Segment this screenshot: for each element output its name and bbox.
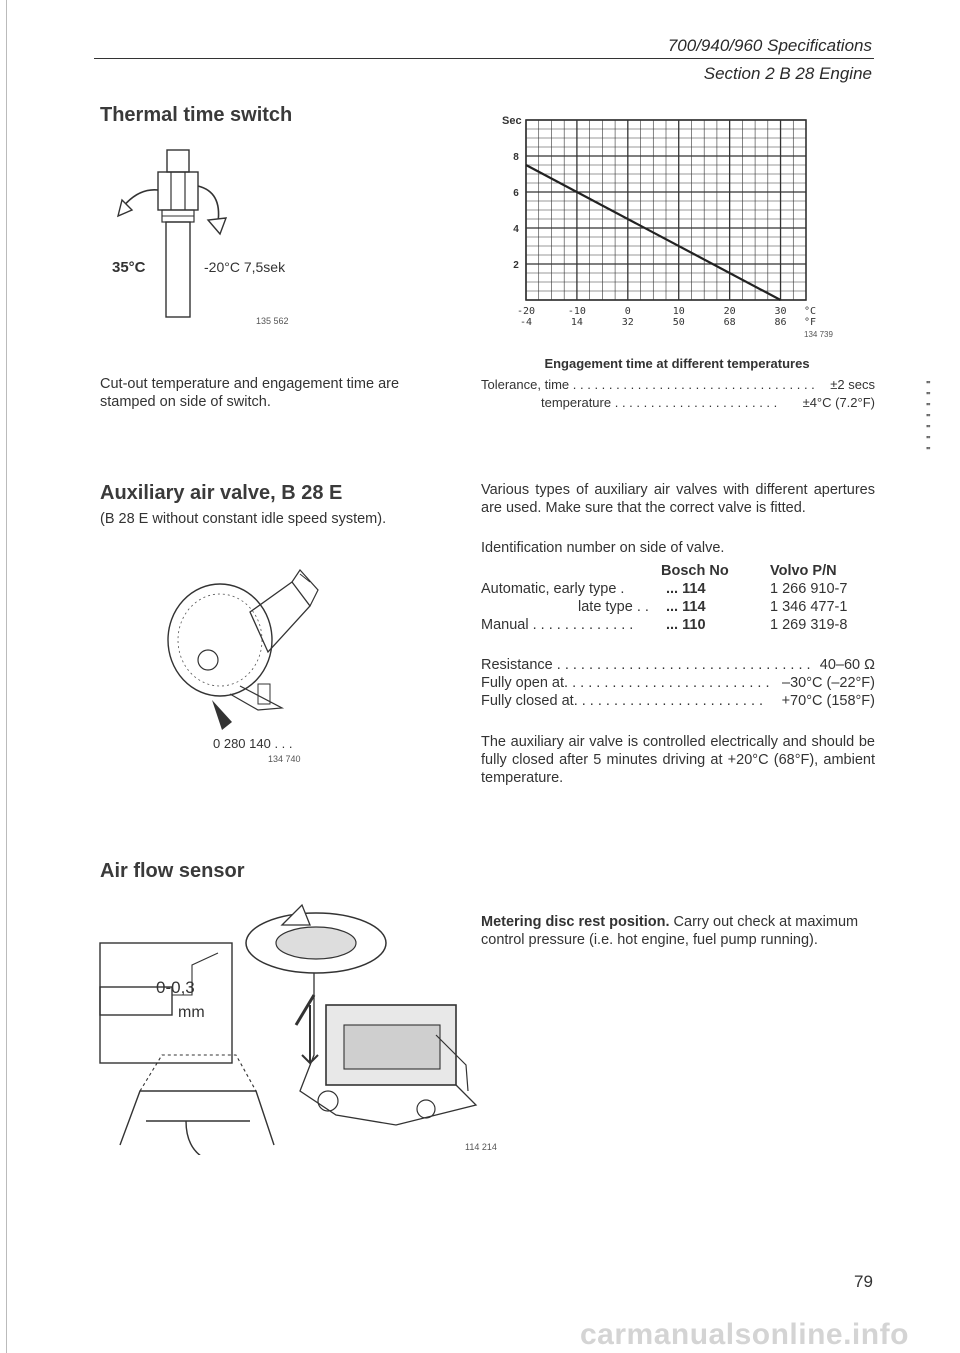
spec-row-fully-closed: Fully closed at. . . . . . . . . . . . . . . . . . . . . . . . +70°C (158°F): [481, 693, 875, 709]
chart-caption: Engagement time at different temperatures: [544, 356, 810, 371]
chart-x-tick-label-c: 30: [774, 306, 787, 317]
thermal-label-right: -20°C 7,5sek: [204, 259, 286, 275]
page-number: 79: [854, 1272, 873, 1291]
tolerance-time-row: Tolerance, time . . . . . . . . . . . . . . . . . . . . . . . . . . . . . . . . . . ±2 secs: [481, 377, 875, 392]
chart-y-tick-label: 6: [513, 188, 519, 199]
chart-y-tick-label: 2: [513, 260, 519, 271]
aux-valve-heading: Auxiliary air valve, B 28 E: [100, 482, 343, 504]
chart-x-tick-label-c: 10: [672, 306, 685, 317]
aux-valve-description: The auxiliary air valve is controlled electrically and should be fully closed after 5 minutes driving at +20°C (68°F), ambient temperature.: [481, 734, 875, 786]
aux-valve-part-label: 0 280 140 . . .: [213, 736, 293, 751]
spec-label: Resistance: [481, 657, 553, 673]
spec-row-resistance: Resistance . . . . . . . . . . . . . . . . . . . . . . . . . . . . . . . . 40–60 Ω: [481, 657, 875, 673]
thermal-switch-figure: [100, 140, 320, 330]
chart-x-tick-label-c: 0: [624, 306, 631, 317]
chart-x-tick-label-f: 68: [723, 317, 736, 328]
spec-row-fully-open: Fully open at. . . . . . . . . . . . . . . . . . . . . . . . . . –30°C (–22°F): [481, 675, 875, 691]
spec-label: Fully open at: [481, 675, 565, 691]
valves-ident: Identification number on side of valve.: [481, 540, 725, 556]
chart-fig-number: 134 739: [804, 330, 833, 339]
tolerance-temp-label: temperature: [541, 395, 612, 410]
valve-volvo-number: 1 269 319-8: [770, 617, 848, 633]
valve-row-automatic-early: Automatic, early type .: [481, 581, 625, 597]
margin-tab-marks: '''' '''' '''' '''' '''' '''' '''': [926, 380, 930, 457]
chart-y-axis-label: Sec: [502, 115, 522, 127]
chart-x-tick-label-c: 20: [723, 306, 736, 317]
header-rule: [94, 58, 874, 59]
chart-x-tick-label-c: -10: [567, 306, 586, 317]
gap-label-unit: mm: [178, 1004, 205, 1021]
tolerance-temp-value: ±4°C (7.2°F): [802, 395, 875, 410]
watermark: carmanualsonline.info: [580, 1318, 909, 1351]
chart-y-tick-label: 8: [513, 152, 519, 163]
tolerance-temp-row: temperature . . . . . . . . . . . . . . . . . . . . . . . ±4°C (7.2°F): [541, 395, 875, 410]
valve-row-label: Automatic, early type: [481, 581, 617, 597]
page-header-title: 700/940/960 Specifications: [667, 36, 872, 55]
air-flow-sensor-heading: Air flow sensor: [100, 860, 245, 882]
aux-valve-fig-number: 134 740: [268, 754, 301, 764]
valve-volvo-number: 1 346 477-1: [770, 599, 848, 615]
valves-intro: Various types of auxiliary air valves with different apertures are used. Make sure that the correct valve is fitted.: [481, 482, 875, 516]
spec-value: –30°C (–22°F): [782, 675, 875, 691]
air-flow-fig-number: 114 214: [465, 1142, 497, 1152]
engagement-time-chart: [496, 108, 876, 348]
aux-valve-note: (B 28 E without constant idle speed system).: [100, 511, 387, 527]
thermal-fig-number: 135 562: [256, 316, 289, 326]
chart-x-axis-label-f: °F: [803, 317, 817, 328]
chart-x-tick-label-f: 50: [672, 317, 685, 328]
valve-row-late-type: late type . .: [578, 599, 649, 615]
thermal-caption: Cut-out temperature and engagement time are stamped on side of switch.: [100, 376, 400, 410]
chart-y-tick-label: 4: [513, 224, 519, 235]
valve-row-manual: Manual . . . . . . . . . . . . .: [481, 617, 634, 633]
thermal-label-left: 35°C: [112, 259, 146, 276]
tolerance-time-value: ±2 secs: [830, 377, 875, 392]
chart-x-tick-label-f: 14: [570, 317, 583, 328]
valve-row-label: late type: [578, 599, 633, 615]
metering-disc-text: [481, 913, 875, 949]
valve-bosch-number: ... 114: [666, 599, 706, 615]
valve-row-label: Manual: [481, 617, 529, 633]
gap-label-range: 0-0,3: [156, 978, 195, 997]
valve-bosch-number: ... 110: [666, 617, 706, 633]
spec-label: Fully closed at: [481, 693, 574, 709]
chart-x-tick-label-f: 32: [621, 317, 634, 328]
air-flow-sensor-figure: [96, 895, 496, 1155]
page-edge-line: [6, 0, 7, 1353]
chart-grid: [526, 120, 806, 300]
chart-x-tick-label-f: 86: [774, 317, 787, 328]
tolerance-label: Tolerance, time: [481, 377, 570, 392]
metering-disc-body: Carry out check at maximum control pressure (i.e. hot engine, fuel pump running).: [481, 914, 859, 948]
metering-disc-title: Metering disc rest position.: [481, 914, 670, 930]
valve-volvo-number: 1 266 910-7: [770, 581, 848, 597]
chart-x-tick-label-c: -20: [516, 306, 536, 317]
spec-value: 40–60 Ω: [819, 657, 875, 673]
valve-bosch-number: ... 114: [666, 581, 706, 597]
col-header-volvo: Volvo P/N: [770, 563, 837, 579]
col-header-bosch: Bosch No: [661, 563, 729, 579]
aux-valve-figure: [150, 560, 350, 740]
spec-value: +70°C (158°F): [781, 693, 875, 709]
page-header-section: Section 2 B 28 Engine: [703, 64, 872, 83]
thermal-switch-heading: Thermal time switch: [100, 104, 293, 126]
chart-x-tick-label-f: -4: [519, 317, 533, 328]
chart-x-axis-label-c: °C: [803, 306, 817, 317]
